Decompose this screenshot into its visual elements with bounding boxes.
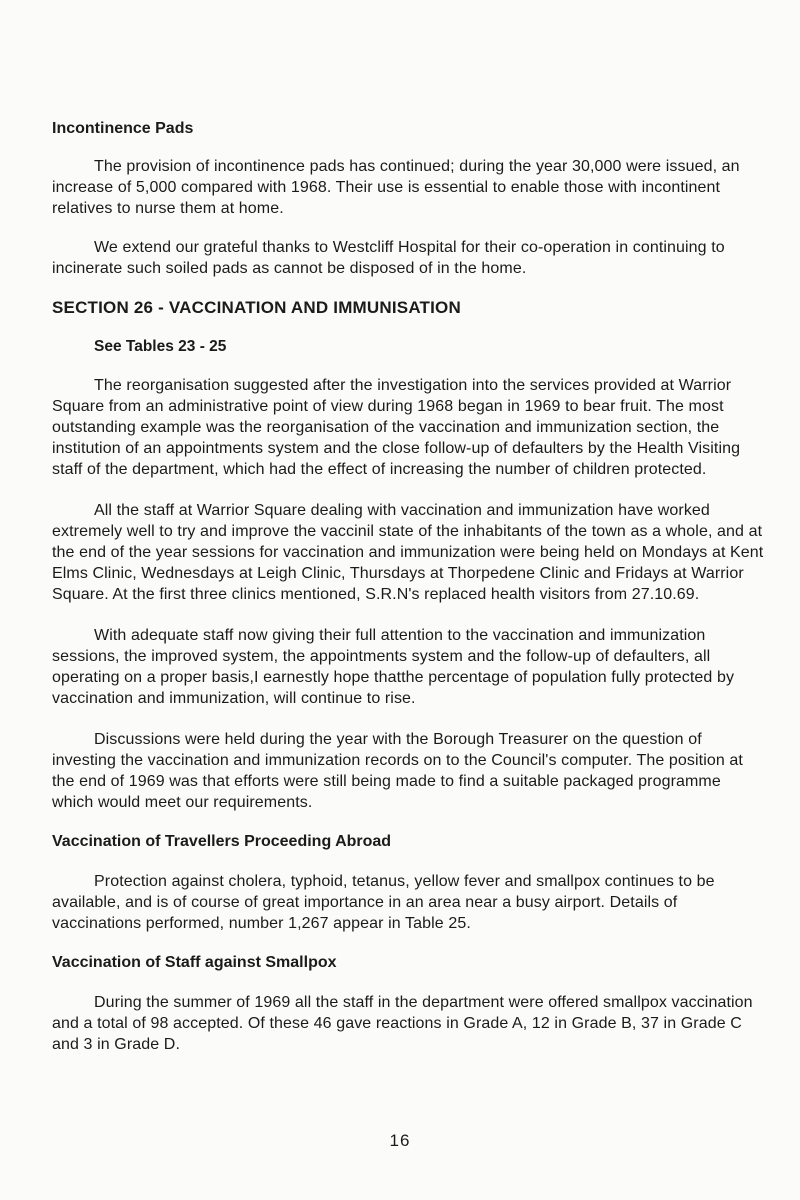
staff-smallpox-heading: Vaccination of Staff against Smallpox — [52, 954, 337, 971]
incontinence-paragraph-1: The provision of incontinence pads has continued; during the year 30,000 were issued, an increase of 5,000 compared with 1968. Their use is essential to enable those with incontinent relatives to nurse them at home. — [52, 158, 740, 217]
travellers-paragraph-1: Protection against cholera, typhoid, tetanus, yellow fever and smallpox continues to be available, and is of course of great importance in an area near a busy airport. Details of vaccinations performed, number 1,267 appear in Table 25. — [52, 873, 715, 932]
tables-reference: See Tables 23 - 25 — [94, 338, 227, 355]
incontinence-paragraph-2: We extend our grateful thanks to Westcliff Hospital for their co-operation in continuing to incinerate such soiled pads as cannot be disposed of in the home. — [52, 239, 725, 277]
section-26-paragraph-4: Discussions were held during the year with the Borough Treasurer on the question of investing the vaccination and immunization records on to the Council's computer. The position at the end of 1969 was that efforts were still being made to find a suitable packaged programme which would meet our requirements. — [52, 731, 743, 811]
document-page — [52, 118, 764, 1055]
incontinence-heading: Incontinence Pads — [52, 120, 194, 137]
section-26-heading: SECTION 26 - VACCINATION AND IMMUNISATION — [52, 298, 461, 317]
travellers-heading: Vaccination of Travellers Proceeding Abroad — [52, 833, 392, 850]
page-number: 16 — [389, 1131, 411, 1150]
section-26-paragraph-1: The reorganisation suggested after the investigation into the services provided at Warrior Square from an administrative point of view during 1968 began in 1969 to bear fruit. The most outstanding example was the reorganisation of the vaccination and immunization section, the institution of an appointments system and the close follow-up of defaulters by the Health Visiting staff of the department, which had the effect of increasing the number of children protected. — [52, 377, 741, 478]
staff-smallpox-paragraph-1: During the summer of 1969 all the staff in the department were offered smallpox vaccination and a total of 98 accepted. Of these 46 gave reactions in Grade A, 12 in Grade B, 37 in Grade C and 3 in Grade D. — [52, 994, 753, 1053]
section-26-paragraph-2: All the staff at Warrior Square dealing with vaccination and immunization have worked extremely well to try and improve the vaccinil state of the inhabitants of the town as a whole, and at the end of the year sessions for vaccination and immunization were being held on Mondays at Kent Elms Clinic, Wednesdays at Leigh Clinic, Thursdays at Thorpedene Clinic and Fridays at Warrior Square. At the first three clinics mentioned, S.R.N's replaced health visitors from 27.10.69. — [52, 502, 764, 603]
section-26-paragraph-3: With adequate staff now giving their full attention to the vaccination and immunization sessions, the improved system, the appointments system and the follow-up of defaulters, all operating on a proper basis,I earnestly hope thatthe percentage of population fully protected by vaccination and immunization, will continue to rise. — [52, 627, 735, 707]
